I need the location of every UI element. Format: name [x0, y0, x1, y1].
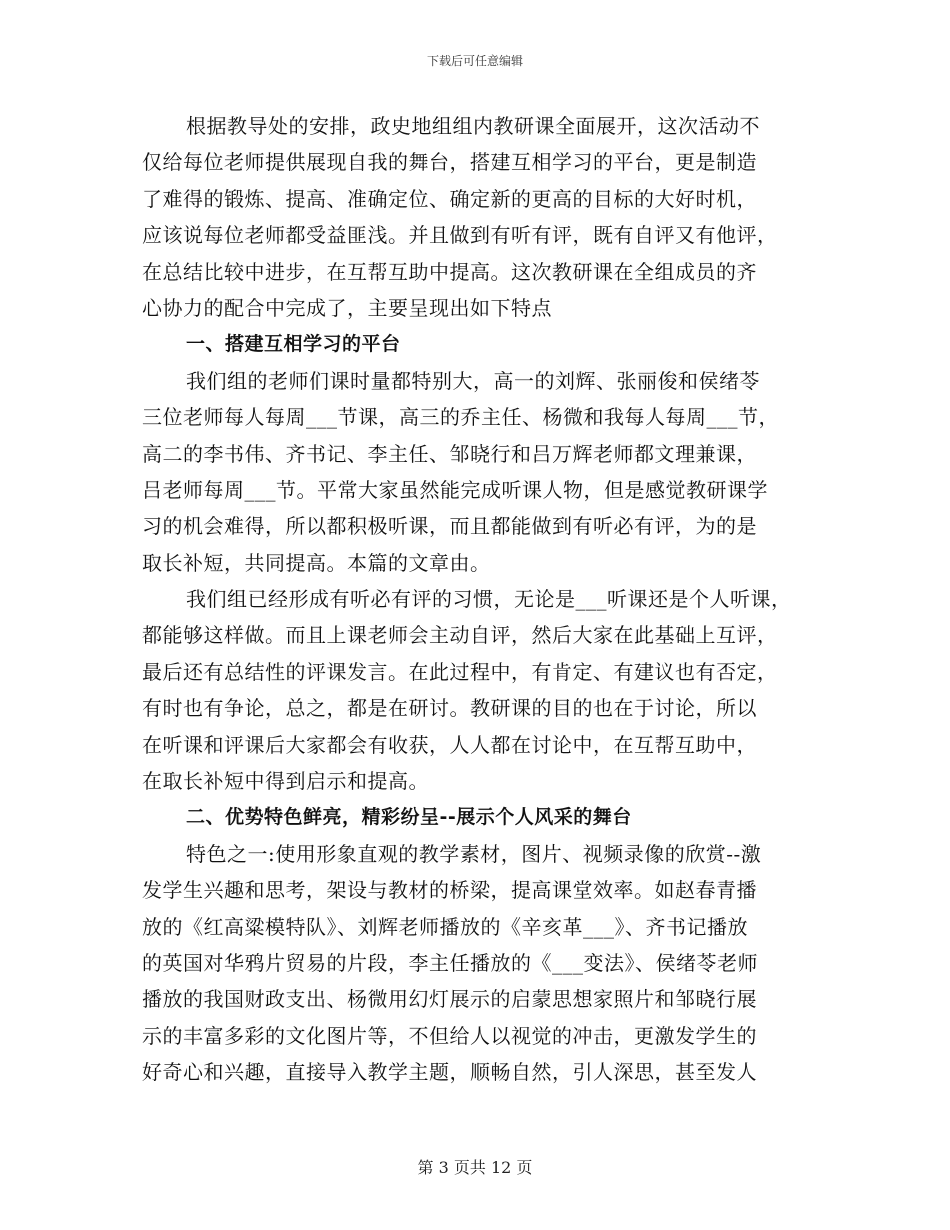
section-heading: 二、优势特色鲜亮，精彩纷呈--展示个人风采的舞台	[186, 806, 632, 829]
text-line: 了难得的锻炼、提高、准确定位、确定新的更高的目标的大好时机，	[142, 186, 757, 211]
text-line: 好奇心和兴趣，直接导入教学主题，顺畅自然，引人深思，甚至发人	[142, 1060, 757, 1085]
text-line: 取长补短，共同提高。本篇的文章由。	[142, 550, 491, 575]
page-header: 下载后可任意编辑	[426, 54, 523, 68]
text-line: 三位老师每人每周___节课，高三的乔主任、杨微和我每人每周___节，	[142, 405, 779, 430]
section-heading: 一、搭建互相学习的平台	[186, 333, 401, 356]
text-line: 我们组已经形成有听必有评的习惯，无论是___听课还是个人听课，	[186, 587, 792, 612]
document-body	[142, 108, 810, 1091]
text-line: 放的《红高粱模特队》、刘辉老师播放的《辛亥革___》、齐书记播放	[142, 914, 748, 939]
text-line: 发学生兴趣和思考，架设与教材的桥梁，提高课堂效率。如赵春青播	[142, 878, 757, 903]
text-line: 都能够这样做。而且上课老师会主动自评，然后大家在此基础上互评，	[142, 623, 778, 648]
text-line: 的英国对华鸦片贸易的片段，李主任播放的《___变法》、侯绪苓老师	[142, 950, 758, 975]
text-line: 高二的李书伟、齐书记、李主任、邹晓行和吕万辉老师都文理兼课，	[142, 441, 757, 466]
text-line: 我们组的老师们课时量都特别大，高一的刘辉、张丽俊和侯绪苓	[186, 368, 760, 393]
text-line: 应该说每位老师都受益匪浅。并且做到有听有评，既有自评又有他评，	[142, 223, 778, 248]
text-line: 特色之一:使用形象直观的教学素材，图片、视频录像的欣赏--激	[186, 841, 762, 866]
text-line: 播放的我国财政支出、杨微用幻灯展示的启蒙思想家照片和邹晓行展	[142, 987, 757, 1012]
text-line: 仅给每位老师提供展现自我的舞台，搭建互相学习的平台，更是制造	[142, 150, 757, 175]
text-line: 示的丰富多彩的文化图片等，不但给人以视觉的冲击，更激发学生的	[142, 1023, 757, 1048]
text-line: 有时也有争论，总之，都是在研讨。教研课的目的也在于讨论，所以	[142, 696, 757, 721]
text-line: 根据教导处的安排，政史地组组内教研课全面展开，这次活动不	[186, 114, 760, 138]
text-line: 吕老师每周___节。平常大家虽然能完成听课人物，但是感觉教研课学	[142, 477, 768, 502]
page-footer: 第 3 页共 12 页	[417, 1158, 533, 1177]
text-line: 习的机会难得，所以都积极听课，而且都能做到有听必有评，为的是	[142, 514, 757, 539]
text-line: 最后还有总结性的评课发言。在此过程中，有肯定、有建议也有否定，	[142, 659, 778, 684]
text-line: 心协力的配合中完成了，主要呈现出如下特点	[142, 295, 552, 320]
text-line: 在总结比较中进步，在互帮互助中提高。这次教研课在全组成员的齐	[142, 259, 757, 284]
text-line: 在听课和评课后大家都会有收获，人人都在讨论中，在互帮互助中，	[142, 732, 757, 757]
text-line: 在取长补短中得到启示和提高。	[142, 769, 429, 794]
